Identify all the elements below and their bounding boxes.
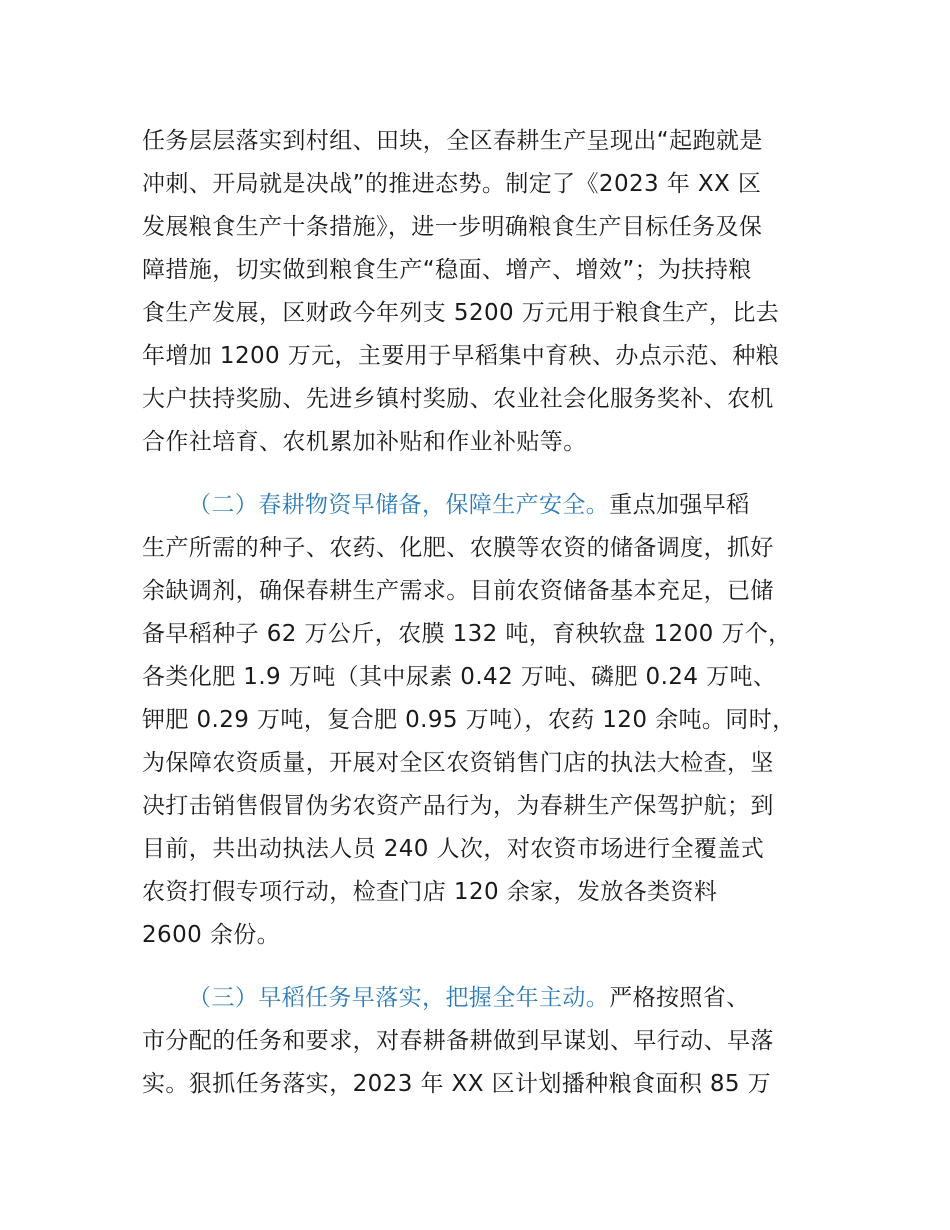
paragraph-3-line-1-rest: 严格按照省、 <box>609 985 750 1011</box>
paragraph-1-line-7: 大户扶持奖励、先进乡镇村奖励、农业社会化服务奖补、农机 <box>142 386 774 412</box>
paragraph-2-line-7: 为保障农资质量，开展对全区农资销售门店的执法大检查，坚 <box>142 750 774 776</box>
paragraph-1-line-8: 合作社培育、农机累加补贴和作业补贴等。 <box>142 429 587 455</box>
paragraph-2-line-4: 备早稻种子 62 万公斤，农膜 132 吨，育秧软盘 1200 万个， <box>142 621 792 647</box>
section-2-heading: （二）春耕物资早储备，保障生产安全。 <box>188 492 610 518</box>
paragraph-3-line-3: 实。狠抓任务落实，2023 年 XX 区计划播种粮食面积 85 万 <box>142 1071 772 1097</box>
paragraph-2-line-6: 钾肥 0.29 万吨，复合肥 0.95 万吨），农药 120 余吨。同时， <box>142 707 796 733</box>
paragraph-1-line-2: 冲刺、开局就是决战”的推进态势。制定了《2023 年 XX 区 <box>142 171 762 197</box>
paragraph-2-line-1-rest: 重点加强早稻 <box>609 492 750 518</box>
paragraph-2-line-3: 余缺调剂，确保春耕生产需求。目前农资储备基本充足，已储 <box>142 578 774 604</box>
paragraph-2-line-9: 目前，共出动执法人员 240 人次，对农资市场进行全覆盖式 <box>142 836 765 862</box>
paragraph-2-line-5: 各类化肥 1.9 万吨（其中尿素 0.42 万吨、磷肥 0.24 万吨、 <box>142 664 777 690</box>
paragraph-2-line-8: 决打击销售假冒伪劣农资产品行为，为春耕生产保驾护航；到 <box>142 793 774 819</box>
paragraph-3-line-2: 市分配的任务和要求，对春耕备耕做到早谋划、早行动、早落 <box>142 1028 774 1054</box>
paragraph-2-line-10: 农资打假专项行动，检查门店 120 余家，发放各类资料 <box>142 879 718 905</box>
paragraph-2-line-2: 生产所需的种子、农药、化肥、农膜等农资的储备调度，抓好 <box>142 535 774 561</box>
paragraph-2-line-11: 2600 余份。 <box>142 922 281 948</box>
paragraph-1-line-3: 发展粮食生产十条措施》，进一步明确粮食生产目标任务及保 <box>142 214 763 240</box>
paragraph-1-line-1: 任务层层落实到村组、田块，全区春耕生产呈现出“起跑就是 <box>142 128 763 154</box>
paragraph-1-line-5: 食生产发展，区财政今年列支 5200 万元用于粮食生产，比去 <box>142 300 780 326</box>
paragraph-3-line-1 <box>188 983 750 1013</box>
paragraph-1-line-4: 障措施，切实做到粮食生产“稳面、增产、增效”；为扶持粮 <box>142 257 752 283</box>
paragraph-2-line-1 <box>188 490 750 520</box>
section-3-heading: （三）早稻任务早落实，把握全年主动。 <box>188 985 610 1011</box>
paragraph-1-line-6: 年增加 1200 万元，主要用于早稻集中育秧、办点示范、种粮 <box>142 343 780 369</box>
